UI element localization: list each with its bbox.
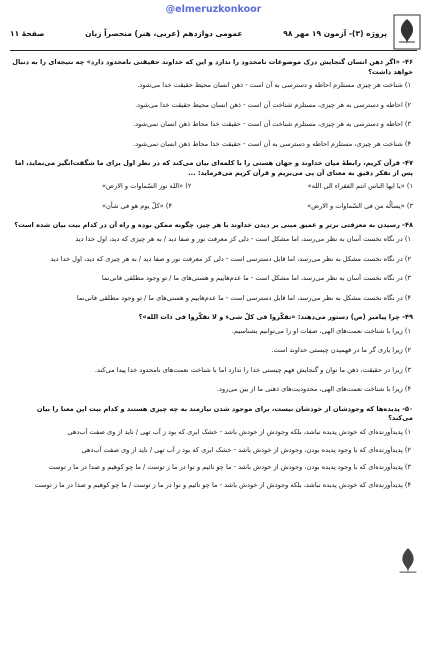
question-text: ۴۹- چرا پیامبر (ص) دستور می‌دهند: «تفکّروا فی کلّ شیء و لا تفکّروا فی ذات الله»؟ bbox=[138, 313, 413, 322]
option-1[interactable]: ۱) زیرا با شناخت نعمت‌های الهی، صفات او را می‌توانیم بشناسیم. bbox=[231, 326, 411, 335]
option-3[interactable]: ۳) احاطه و دسترسی به هر چیزی، مستلزم شناخت آن است - حقیقت خدا محاط ذهن انسان نمی‌شود. bbox=[133, 120, 411, 129]
exam-header bbox=[10, 22, 387, 46]
question-48 bbox=[12, 221, 413, 303]
option-4[interactable]: ۴) «کلّ یوم هو فی شأن» bbox=[102, 201, 173, 210]
question-text: ۵۰- پدیده‌ها که وجودشان از خودشان نیست، برای موجود شدن نیازمند به چه چیزی هستند و کدام بیت این معنا را بیان می‌کند؟ bbox=[36, 404, 413, 423]
option-2[interactable]: ۲) در نگاه نخست مشکل به نظر می‌رسد، اما قابل دسترسی است - دلی کز معرفت نور و صفا دید / به هر چیزی که دید، اول خدا دید bbox=[50, 254, 411, 263]
option-3[interactable]: ۳) «یسألُه من فی السّماوات و الارض» bbox=[307, 201, 413, 210]
option-4[interactable]: ۴) در نگاه نخست مشکل به نظر می‌رسد، اما قابل دسترسی است - ما عدم‌هاییم و هستی‌های ما / تو وجود مطلقی فانی‌نما bbox=[76, 293, 411, 302]
option-4[interactable]: ۴) شناخت هر چیزی، مستلزم احاطه و دسترسی به آن است - حقیقت خدا محاط ذهن انسان نمی‌شود. bbox=[133, 139, 411, 148]
option-4[interactable]: ۴) زیرا با شناخت نعمت‌های الهی، محدودیت‌های ذهنی ما از بین می‌رود. bbox=[216, 385, 411, 394]
header-divider bbox=[10, 50, 417, 51]
question-49 bbox=[12, 313, 413, 395]
option-2[interactable]: ۲) احاطه و دسترسی به هر چیزی، مستلزم شناخت آن است - ذهن انسان محیط حقیقت خدا می‌شود. bbox=[135, 100, 411, 109]
option-1[interactable]: ۱) در نگاه نخست آسان به نظر می‌رسد، اما مشکل است - دلی کز معرفت نور و صفا دید / به هر چیزی که دید، اول خدا دید bbox=[75, 235, 411, 244]
subject-title: عمومی دوازدهم (عربی، هنر) منحصراً زبان bbox=[85, 28, 243, 38]
question-text: ۴۸- رسیدن به معرفتی برتر و عمیق مبنی بر دیدن خداوند با هر چیز، چگونه ممکن بوده و راه آن در کدام بیت بیان شده است؟ bbox=[14, 221, 413, 230]
channel-watermark: @elmeruzkonkoor bbox=[165, 4, 262, 15]
options-row bbox=[12, 182, 413, 192]
option-1[interactable]: ۱) شناخت هر چیزی مستلزم احاطه و دسترسی به آن است - ذهن انسان محیط حقیقت خدا می‌شود. bbox=[137, 81, 411, 90]
question-50 bbox=[12, 405, 413, 490]
question-text: ۴۶- «اگر ذهن انسان گنجایش درک موضوعات نامحدود را ندارد و این که خداوند حقیقتی نامحدود دارد» چه نتیجه‌ای را به دنبال خواهد داشت؟ bbox=[12, 58, 413, 76]
option-3[interactable]: ۳) زیرا در حقیقت، ذهن ما توان و گنجایش فهم چیستی خدا را ندارد اما با شناخت نعمت‌های نامحدود خدا پیدا می‌کند. bbox=[94, 365, 411, 374]
option-4[interactable]: ۴) پدیدآورنده‌ای که خودش پدیده نباشد، بلکه وجودش از خودش باشد - ما چو نائیم و نوا در ما ز توست / ما چو کوهیم و صدا در ما ز توست bbox=[34, 480, 411, 489]
exam-title: پروژه (۳)- آزمون ۱۹ مهر ۹۸ bbox=[283, 28, 387, 38]
option-1[interactable]: ۱) «یا ایها الناس انتم الفقراء الی الله» bbox=[307, 182, 413, 191]
question-46 bbox=[12, 58, 413, 149]
option-3[interactable]: ۳) پدیدآورنده‌ای که با وجود پدیده بودن، وجودش از خودش باشد - ما چو نائیم و نوا در ما ز توست / ما چو کوهیم و صدا در ما ز توست bbox=[48, 463, 411, 472]
option-2[interactable]: ۲) «الله نور السّماوات و الارض» bbox=[102, 182, 192, 191]
options-row bbox=[12, 202, 413, 212]
questions-section bbox=[12, 58, 413, 498]
option-2[interactable]: ۲) زیرا یاری گر ما در فهمیدن چیستی خداوند است. bbox=[271, 346, 411, 355]
question-47 bbox=[12, 159, 413, 211]
publisher-logo-bottom-icon bbox=[395, 544, 421, 578]
question-text: ۴۷- قرآن کریم، رابطهٔ میان خداوند و جهان هستی را با کلمه‌ای بیان می‌کند که در نظر اول برای ما شگفت‌انگیز می‌نماید، اما پس از تفکر دقیق به معنای آن پی می‌بریم و قرآن کریم می‌فرماید: ... bbox=[15, 159, 413, 177]
publisher-logo-icon bbox=[393, 14, 421, 50]
page-number: صفحهٔ ۱۱ bbox=[10, 28, 45, 38]
option-1[interactable]: ۱) پدیدآورنده‌ای که خودش پدیده نباشد، بلکه وجودش از خودش باشد - خشک ابری که بود ز آب تهی / ناید از وی صفت آب‌دهی bbox=[67, 428, 411, 437]
option-2[interactable]: ۲) پدیدآورنده‌ای که با وجود پدیده بودن، وجودش از خودش باشد - خشک ابری که بود ز آب تهی / ناید از وی صفت آب‌دهی bbox=[81, 445, 411, 454]
option-3[interactable]: ۳) در نگاه نخست آسان به نظر می‌رسد، اما مشکل است - ما عدم‌هاییم و هستی‌های ما / تو وجود مطلقی فانی‌نما bbox=[101, 274, 411, 283]
